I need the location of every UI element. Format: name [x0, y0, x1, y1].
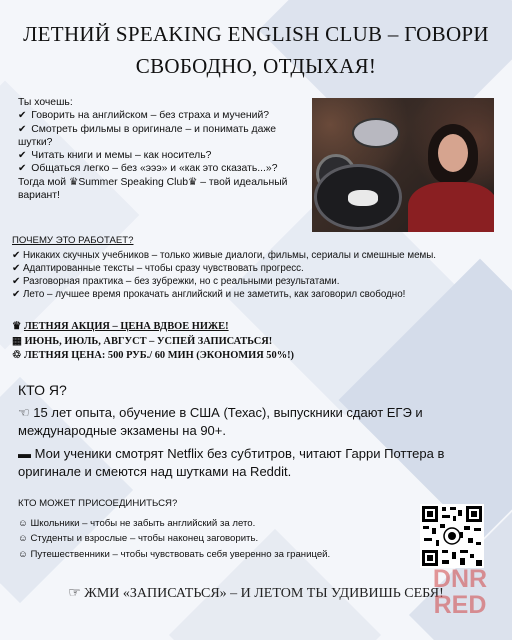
intro-block — [18, 96, 300, 202]
film-icon: ▬ — [18, 446, 31, 461]
promo-line: ♛ ЛЕТНЯЯ АКЦИЯ – ЦЕНА ВДВОЕ НИЖЕ! — [12, 321, 229, 332]
hand-icon: ☜ — [18, 405, 30, 420]
why-section — [12, 234, 502, 301]
check-icon: ✔ — [12, 276, 21, 287]
intro-item: ✔ Говорить на английском – без страха и мучений? — [18, 110, 270, 122]
kid-icon: ☺ — [18, 548, 28, 560]
title-line-1: ЛЕТНИЙ SPEAKING ENGLISH CLUB – ГОВОРИ — [23, 22, 489, 46]
crown-icon: ♛ — [12, 321, 22, 332]
check-icon: ✔ — [12, 250, 21, 261]
intro-item: ✔ Общаться легко – без «эээ» и «как это сказать...»? — [18, 163, 278, 175]
promo-section — [12, 320, 502, 364]
why-title: ПОЧЕМУ ЭТО РАБОТАЕТ? — [12, 235, 134, 246]
drum-logo — [348, 190, 378, 206]
promo-line: ♲ ЛЕТНЯЯ ЦЕНА: 500 РУБ./ 60 МИН (ЭКОНОМИЯ 50%!) — [12, 350, 295, 361]
kid-icon: ☺ — [18, 533, 28, 544]
person-body — [408, 182, 494, 232]
qr-code[interactable] — [420, 504, 484, 568]
pointer-icon: ☞ — [68, 586, 81, 601]
about-title: КТО Я? — [18, 382, 67, 398]
why-item: ✔ Разговорная практика – без зубрежки, но с реальными результатами. — [12, 276, 340, 287]
about-line: ☜ 15 лет опыта, обучение в США (Техас), выпускники сдают ЕГЭ и международные экзамены на 90+. — [18, 405, 423, 438]
join-section — [18, 496, 398, 562]
drum-shape — [352, 118, 400, 148]
intro-closing: Тогда мой ♛Summer Speaking Club♛ – твой идеальный вариант! — [18, 176, 288, 202]
money-icon: ♲ — [12, 350, 22, 361]
check-icon: ✔ — [18, 163, 27, 175]
intro-item: ✔ Читать книги и мемы – как носитель? — [18, 150, 212, 162]
check-icon: ✔ — [18, 110, 27, 122]
check-icon: ✔ — [18, 150, 27, 162]
join-item: ☺ Студенты и взрослые – чтобы наконец заговорить. — [18, 533, 259, 544]
crown-icon: ♛ — [68, 176, 79, 188]
about-line: ▬ Мои ученики смотрят Netflix без субтитров, читают Гарри Поттера в оригинале и смеются над шутками на Reddit. — [18, 446, 445, 479]
check-icon: ✔ — [12, 289, 21, 300]
check-icon: ✔ — [12, 263, 21, 274]
join-title: КТО МОЖЕТ ПРИСОЕДИНИТЬСЯ? — [18, 498, 178, 509]
about-section — [18, 382, 498, 486]
join-item: ☺ Школьники – чтобы не забыть английский за лето. — [18, 517, 256, 529]
intro-item: ✔ Смотреть фильмы в оригинале – и понимать даже шутки? — [18, 123, 277, 148]
join-item: ☺ Путешественники – чтобы чувствовать себя уверенно за границей. — [18, 548, 331, 560]
why-item: ✔ Адаптированные тексты – чтобы сразу чувствовать прогресс. — [12, 263, 304, 274]
kid-icon: ☺ — [18, 517, 28, 529]
crown-icon: ♛ — [188, 176, 198, 188]
why-item: ✔ Лето – лучшее время прокачать английский и не заметить, как заговорил свободно! — [12, 289, 406, 300]
teacher-photo — [312, 98, 494, 232]
why-item: ✔ Никаких скучных учебников – только живые диалоги, фильмы, сериалы и смешные мемы. — [12, 250, 437, 261]
watermark: DNR RED — [432, 565, 488, 619]
person-face — [438, 134, 468, 172]
calendar-icon: ▦ — [12, 335, 22, 347]
call-to-action: ☞ ЖМИ «ЗАПИСАТЬСЯ» – И ЛЕТОМ ТЫ УДИВИШЬ СЕБЯ! — [68, 586, 444, 601]
promo-line: ▦ ИЮНЬ, ИЮЛЬ, АВГУСТ – УСПЕЙ ЗАПИСАТЬСЯ! — [12, 335, 273, 347]
check-icon: ✔ — [18, 123, 27, 135]
title-line-2: СВОБОДНО, ОТДЫХАЯ! — [135, 54, 377, 78]
intro-question: Ты хочешь: — [18, 97, 73, 108]
